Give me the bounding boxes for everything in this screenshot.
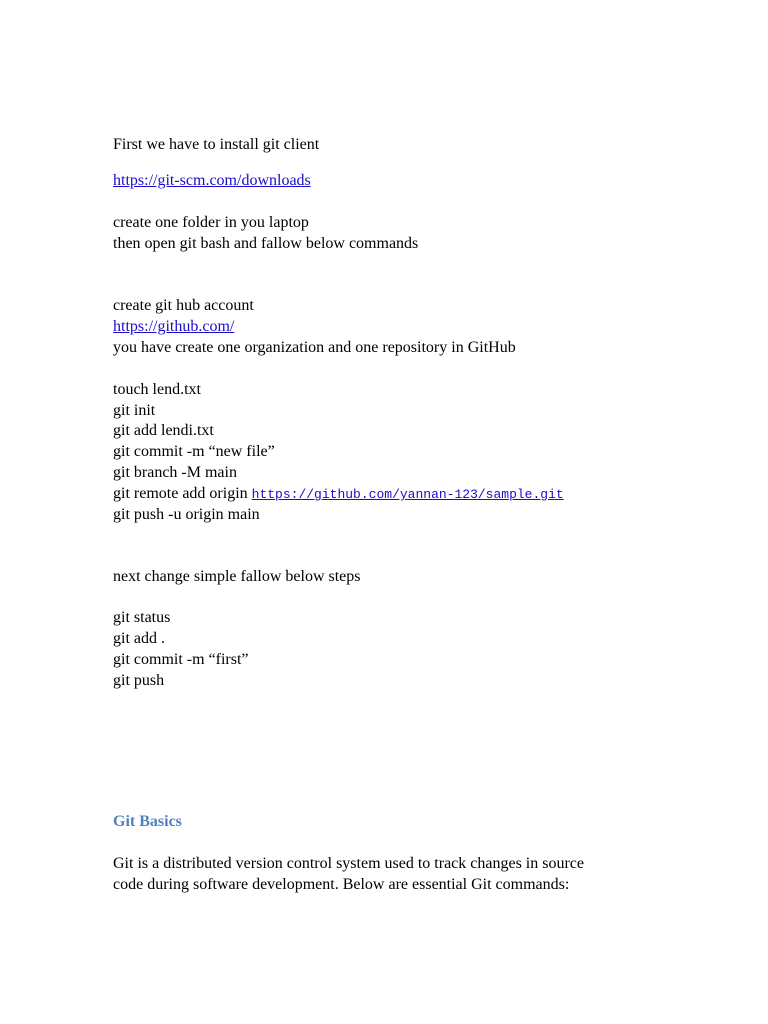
command-git-commit-first: git commit -m “first”: [113, 651, 249, 668]
git-download-link-line: [113, 171, 311, 191]
section-heading-git-basics: Git Basics: [113, 813, 182, 830]
next-steps-intro: next change simple fallow below steps: [113, 568, 361, 585]
intro-line-install: First we have to install git client: [113, 136, 320, 153]
basics-paragraph-line-2: code during software development. Below are essential Git commands:: [113, 876, 570, 893]
command-git-add-file: git add lendi.txt: [113, 422, 214, 439]
command-git-init: git init: [113, 402, 156, 419]
command-git-add-all: git add .: [113, 630, 165, 647]
command-git-branch: git branch -M main: [113, 464, 237, 481]
github-repo-line: you have create one organization and one repository in GitHub: [113, 339, 516, 356]
basics-paragraph-line-1: Git is a distributed version control system used to track changes in source: [113, 855, 585, 872]
command-git-status: git status: [113, 609, 171, 626]
intro-line-gitbash: then open git bash and fallow below commands: [113, 235, 419, 252]
command-touch: touch lend.txt: [113, 381, 201, 398]
github-link-line: [113, 317, 234, 337]
command-git-push: git push: [113, 672, 165, 689]
intro-line-folder: create one folder in you laptop: [113, 214, 309, 231]
command-git-remote-line: [113, 484, 564, 505]
git-download-link[interactable]: https://git-scm.com/downloads: [113, 172, 311, 189]
command-git-remote: git remote add origin: [113, 485, 248, 502]
command-git-commit-new: git commit -m “new file”: [113, 443, 275, 460]
command-git-push-origin: git push -u origin main: [113, 506, 260, 523]
github-account-line: create git hub account: [113, 297, 254, 314]
github-link[interactable]: https://github.com/: [113, 318, 235, 335]
remote-repo-link[interactable]: https://github.com/yannan-123/sample.git: [251, 487, 564, 502]
